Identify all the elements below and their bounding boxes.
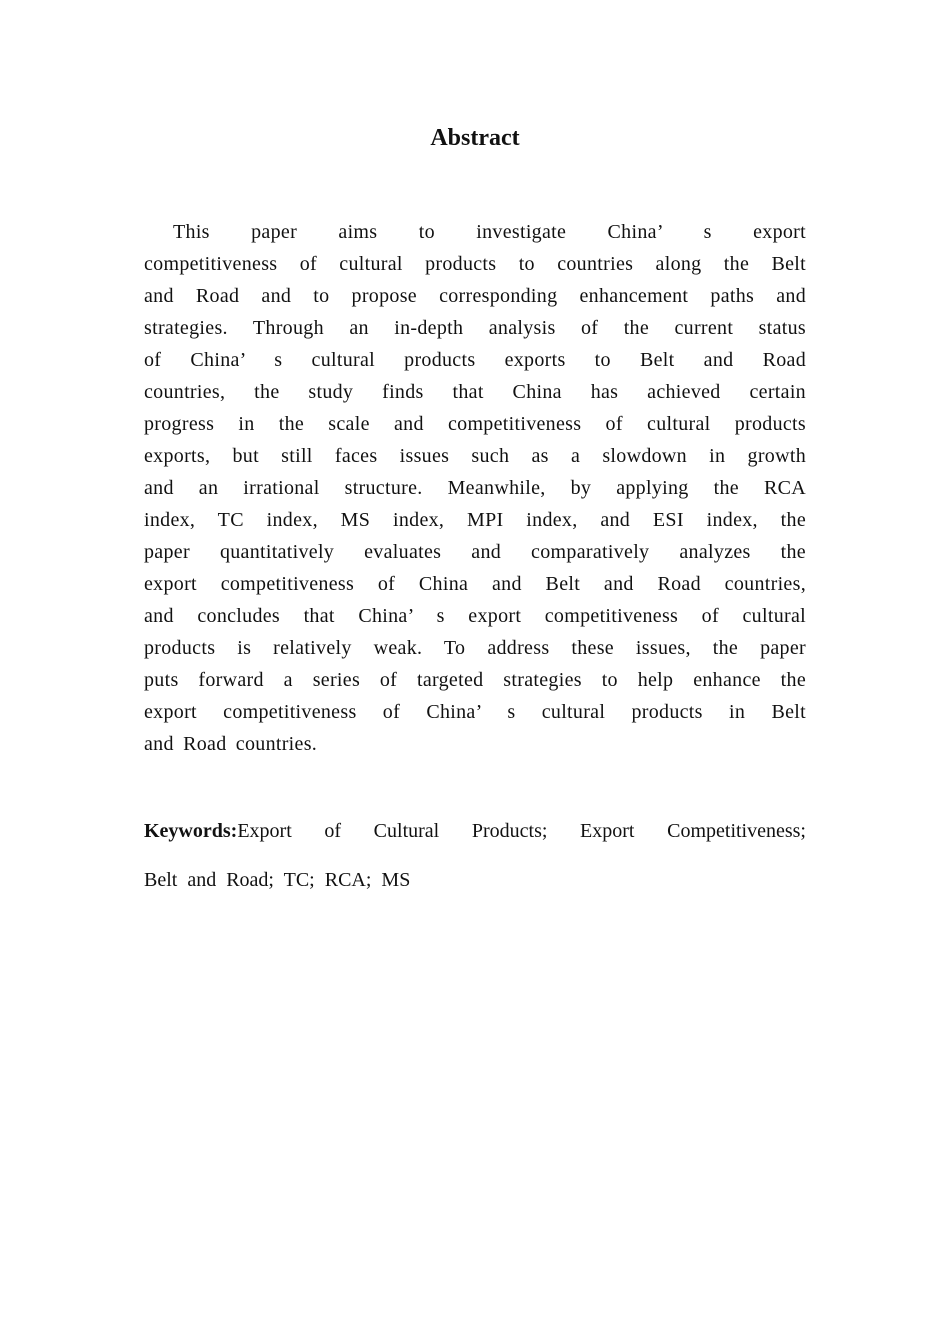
abstract-line: progress in the scale and competitiveness of cultural products xyxy=(144,413,806,435)
abstract-line: export competitiveness of China and Belt and Road countries, xyxy=(144,573,806,595)
abstract-line: puts forward a series of targeted strategies to help enhance the xyxy=(144,669,806,691)
abstract-title: Abstract xyxy=(430,125,520,151)
keywords-text-1: Export of Cultural Products; Export Competitiveness; xyxy=(237,820,806,842)
abstract-body xyxy=(144,218,806,762)
keywords-line-2: Belt and Road; TC; RCA; MS xyxy=(144,869,411,891)
abstract-line: This paper aims to investigate China’ s export xyxy=(173,221,806,243)
abstract-line: and Road and to propose corresponding enhancement paths and xyxy=(144,285,806,307)
abstract-line: exports, but still faces issues such as a slowdown in growth xyxy=(144,445,806,467)
abstract-line: and concludes that China’ s export competitiveness of cultural xyxy=(144,605,806,627)
abstract-line: index, TC index, MS index, MPI index, and ESI index, the xyxy=(144,509,806,531)
abstract-line: and Road countries. xyxy=(144,733,318,755)
abstract-line: competitiveness of cultural products to countries along the Belt xyxy=(144,253,806,275)
keywords-label: Keywords: xyxy=(144,820,238,842)
abstract-line: strategies. Through an in-depth analysis of the current status xyxy=(144,317,806,339)
abstract-line: products is relatively weak. To address these issues, the paper xyxy=(144,637,806,659)
abstract-line: countries, the study finds that China has achieved certain xyxy=(144,381,806,403)
abstract-line: paper quantitatively evaluates and comparatively analyzes the xyxy=(144,541,806,563)
abstract-line: and an irrational structure. Meanwhile, by applying the RCA xyxy=(144,477,806,499)
abstract-line: export competitiveness of China’ s cultural products in Belt xyxy=(144,701,806,723)
abstract-line: of China’ s cultural products exports to Belt and Road xyxy=(144,349,806,371)
keywords-line-1 xyxy=(144,820,806,843)
